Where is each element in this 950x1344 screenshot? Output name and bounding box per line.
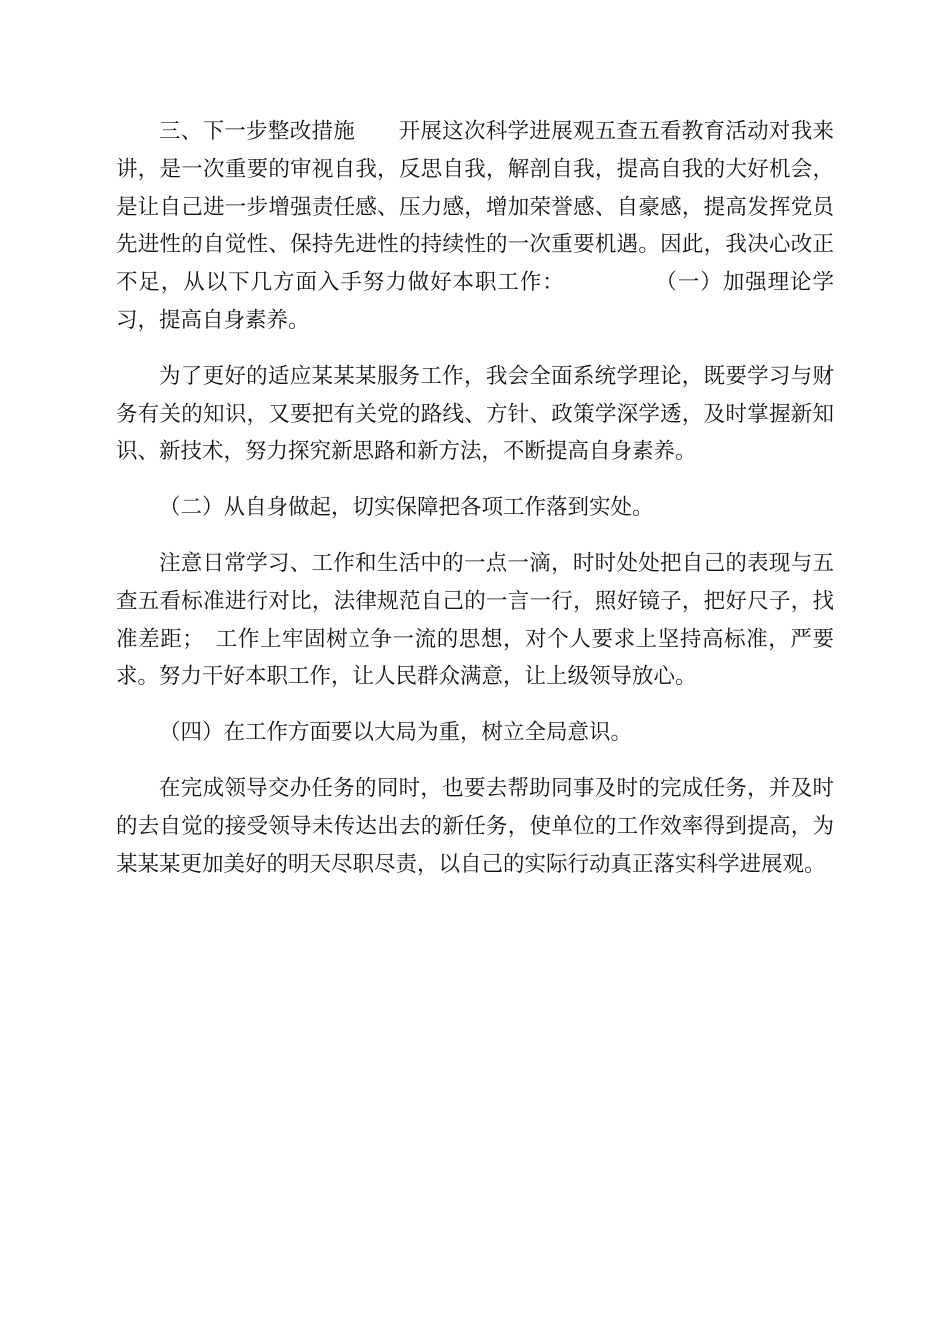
document-body: [116, 113, 834, 883]
paragraph-rectification-measures: 三、下一步整改措施 开展这次科学进展观五查五看教育活动对我来讲，是一次重要的审视自我，反思自我，解剖自我，提高自我的大好机会，是让自己进一步增强责任感、压力感，增加荣誉感、自豪感，提高发挥党员先进性的自觉性、保持先进性的持续性的一次重要机遇。因此，我决心改正不足，从以下几方面入手努力做好本职工作： （一）加强理论学习，提高自身素养。: [116, 119, 834, 333]
paragraph-daily-conduct: 注意日常学习、工作和生活中的一点一滴，时时处处把自己的表现与五查五看标准进行对比，法律规范自己的一言一行，照好镜子，把好尺子，找准差距； 工作上牢固树立争一流的思想，对个人要求上坚持高标准，严要求。努力干好本职工作，让人民群众满意，让上级领导放心。: [116, 550, 834, 690]
paragraph-heading-four: （四）在工作方面要以大局为重，树立全局意识。: [159, 720, 633, 746]
paragraph-teamwork: 在完成领导交办任务的同时，也要去帮助同事及时的完成任务，并及时的去自觉的接受领导未传达出去的新任务，使单位的工作效率得到提高，为某某某更加美好的明天尽职尽责，以自己的实际行动真正落实科学进展观。: [116, 775, 834, 877]
paragraph-theory-study: 为了更好的适应某某某服务工作，我会全面系统学理论，既要学习与财务有关的知识，又要把有关党的路线、方针、政策学深学透，及时掌握新知识、新技术，努力探究新思路和新方法，不断提高自身素养。: [116, 363, 834, 465]
paragraph-heading-two: （二）从自身做起，切实保障把各项工作落到实处。: [159, 495, 654, 521]
